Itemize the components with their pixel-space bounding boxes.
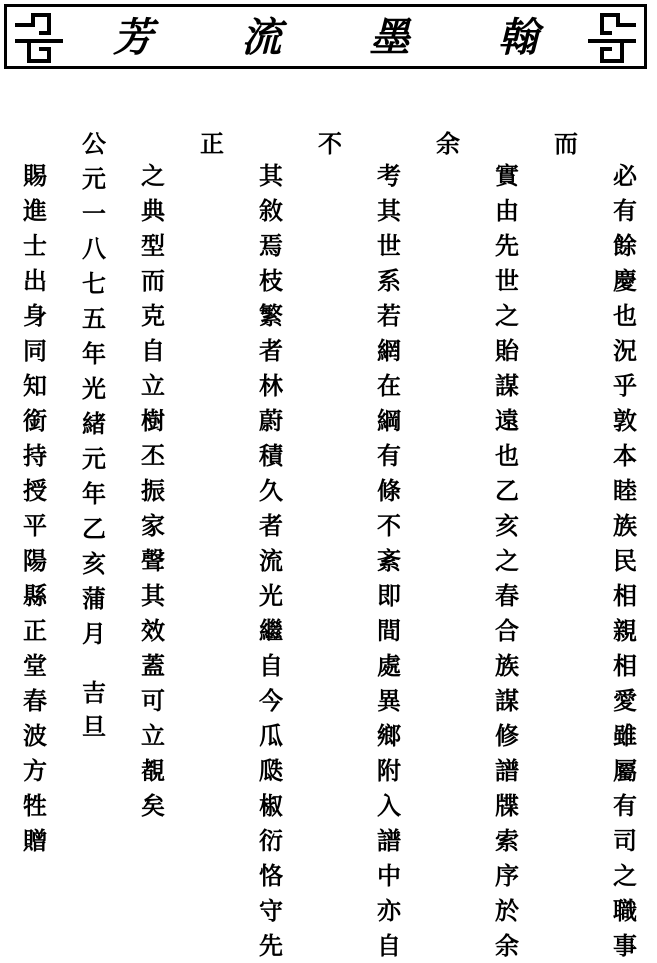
title-char: 芳 — [113, 15, 153, 61]
text-column — [258, 158, 284, 963]
column-char: 間 — [377, 616, 401, 645]
column-char: 椒 — [259, 791, 283, 820]
column-char: 七 — [82, 269, 106, 298]
column-char: 不 — [377, 511, 401, 540]
column-char: 系 — [377, 266, 401, 295]
column-char: 繼 — [259, 616, 283, 645]
column-char: 效 — [141, 616, 165, 645]
column-char: 亦 — [377, 896, 401, 925]
column-char: 而 — [141, 266, 165, 295]
column-char: 恪 — [259, 861, 283, 890]
column-char: 入 — [377, 791, 401, 820]
column-char: 蔚 — [259, 406, 283, 435]
column-char: 貽 — [495, 336, 519, 365]
column-char: 今 — [259, 686, 283, 715]
column-char: 光 — [259, 581, 283, 610]
column-char: 紊 — [377, 546, 401, 575]
column-char: 繁 — [259, 301, 283, 330]
column-char: 春 — [495, 581, 519, 610]
column-char: 條 — [377, 476, 401, 505]
column-char: 同 — [23, 336, 47, 365]
column-char: 序 — [495, 861, 519, 890]
column-char: 睦 — [613, 476, 637, 505]
column-char: 守 — [259, 896, 283, 925]
column-char: 屬 — [613, 756, 637, 785]
column-char: 敦 — [613, 406, 637, 435]
column-char: 公 — [82, 129, 106, 158]
column-char: 相 — [613, 581, 637, 610]
column-char: 覩 — [141, 756, 165, 785]
column-char: 若 — [377, 301, 401, 330]
column-char: 瓞 — [259, 756, 283, 785]
column-char: 自 — [259, 651, 283, 680]
column-char: 者 — [259, 336, 283, 365]
column-char: 乙 — [82, 514, 106, 543]
column-char: 索 — [495, 826, 519, 855]
column-char: 於 — [495, 896, 519, 925]
column-char: 者 — [259, 511, 283, 540]
column-char: 遠 — [495, 406, 519, 435]
column-char: 衍 — [259, 826, 283, 855]
head-char: 正 — [200, 129, 224, 158]
column-char: 愛 — [613, 686, 637, 715]
title-char: 流 — [241, 15, 282, 61]
column-char: 春 — [23, 686, 47, 715]
column-char: 必 — [613, 161, 637, 190]
column-char: 年 — [82, 339, 106, 368]
column-char: 有 — [613, 196, 637, 225]
column-char: 矣 — [141, 791, 165, 820]
column-char: 身 — [23, 301, 47, 330]
text-column — [376, 158, 402, 963]
title-banner — [4, 4, 647, 69]
column-char: 年 — [82, 479, 106, 508]
column-char: 中 — [377, 861, 401, 890]
column-char: 陽 — [23, 546, 47, 575]
column-char: 銜 — [23, 406, 47, 435]
column-char: 波 — [23, 721, 47, 750]
column-char: 緒 — [82, 409, 106, 438]
column-char: 謀 — [495, 371, 519, 400]
column-char: 其 — [377, 196, 401, 225]
column-char: 謀 — [495, 686, 519, 715]
column-char: 一 — [82, 199, 106, 228]
title — [93, 13, 558, 63]
column-char: 雖 — [613, 721, 637, 750]
column-char: 元 — [82, 164, 106, 193]
column-char: 知 — [23, 371, 47, 400]
column-char: 異 — [377, 686, 401, 715]
column-char: 鄉 — [377, 721, 401, 750]
head-char: 而 — [554, 129, 578, 158]
column-char: 綱 — [377, 406, 401, 435]
column-char: 丕 — [141, 441, 165, 470]
column-char: 敘 — [259, 196, 283, 225]
column-char: 之 — [613, 861, 637, 890]
column-char: 元 — [82, 444, 106, 473]
column-char: 蒲 — [82, 584, 106, 613]
column-char: 瓜 — [259, 721, 283, 750]
column-char: 縣 — [23, 581, 47, 610]
column-char: 合 — [495, 616, 519, 645]
column-char: 積 — [259, 441, 283, 470]
column-char: 世 — [377, 231, 401, 260]
column-char: 本 — [613, 441, 637, 470]
title-char: 翰 — [497, 15, 538, 61]
column-char: 族 — [495, 651, 519, 680]
column-char: 正 — [23, 616, 47, 645]
text-column — [22, 158, 48, 858]
column-char: 士 — [23, 231, 47, 260]
column-char: 司 — [613, 826, 637, 855]
head-char: 不 — [318, 129, 342, 158]
column-char: 處 — [377, 651, 401, 680]
column-char: 其 — [259, 161, 283, 190]
column-char: 由 — [495, 196, 519, 225]
column-char: 民 — [613, 546, 637, 575]
title-char: 墨 — [369, 15, 410, 61]
column-char: 之 — [495, 546, 519, 575]
column-char: 之 — [141, 161, 165, 190]
column-char: 譜 — [377, 826, 401, 855]
column-char: 型 — [141, 231, 165, 260]
column-char: 也 — [613, 301, 637, 330]
column-char: 可 — [141, 686, 165, 715]
column-char: 也 — [495, 441, 519, 470]
column-char: 余 — [495, 931, 519, 960]
column-char: 世 — [495, 266, 519, 295]
column-char: 平 — [23, 511, 47, 540]
column-char: 進 — [23, 196, 47, 225]
column-char: 先 — [495, 231, 519, 260]
column-char: 久 — [259, 476, 283, 505]
column-char: 授 — [23, 476, 47, 505]
column-char: 立 — [141, 371, 165, 400]
column-char: 修 — [495, 721, 519, 750]
column-char: 八 — [82, 234, 106, 263]
column-char: 牲 — [23, 791, 47, 820]
date-suffix-char: 吉 — [82, 678, 106, 707]
column-char: 況 — [613, 336, 637, 365]
text-column — [612, 158, 638, 963]
column-char: 樹 — [141, 406, 165, 435]
column-char: 立 — [141, 721, 165, 750]
column-char: 即 — [377, 581, 401, 610]
column-char: 考 — [377, 161, 401, 190]
column-char: 堂 — [23, 651, 47, 680]
column-char: 在 — [377, 371, 401, 400]
column-char: 月 — [82, 619, 106, 648]
column-char: 其 — [141, 581, 165, 610]
column-char: 事 — [613, 931, 637, 960]
column-char: 實 — [495, 161, 519, 190]
column-char: 網 — [377, 336, 401, 365]
column-char: 先 — [259, 931, 283, 960]
column-char: 有 — [613, 791, 637, 820]
column-char: 蓋 — [141, 651, 165, 680]
column-char: 自 — [141, 336, 165, 365]
column-char: 贈 — [23, 826, 47, 855]
column-char: 林 — [259, 371, 283, 400]
column-char: 譜 — [495, 756, 519, 785]
column-char: 職 — [613, 896, 637, 925]
column-char: 賜 — [23, 161, 47, 190]
column-char: 族 — [613, 511, 637, 540]
column-char: 附 — [377, 756, 401, 785]
column-char: 方 — [23, 756, 47, 785]
fret-corner-ornament-left — [13, 13, 65, 63]
date-suffix — [81, 676, 107, 744]
text-column — [494, 158, 520, 963]
column-char: 乎 — [613, 371, 637, 400]
column-char: 枝 — [259, 266, 283, 295]
text-column — [81, 126, 107, 651]
column-char: 亥 — [82, 549, 106, 578]
column-char: 自 — [377, 931, 401, 960]
column-char: 家 — [141, 511, 165, 540]
column-char: 牒 — [495, 791, 519, 820]
column-char: 相 — [613, 651, 637, 680]
column-char: 乙 — [495, 476, 519, 505]
column-char: 有 — [377, 441, 401, 470]
column-char: 典 — [141, 196, 165, 225]
column-char: 五 — [82, 304, 106, 333]
column-char: 親 — [613, 616, 637, 645]
column-char: 持 — [23, 441, 47, 470]
column-char: 流 — [259, 546, 283, 575]
column-char: 焉 — [259, 231, 283, 260]
column-char: 聲 — [141, 546, 165, 575]
column-char: 出 — [23, 266, 47, 295]
head-char: 余 — [436, 129, 460, 158]
column-char: 振 — [141, 476, 165, 505]
column-char: 慶 — [613, 266, 637, 295]
column-char: 克 — [141, 301, 165, 330]
column-char: 餘 — [613, 231, 637, 260]
column-char: 之 — [495, 301, 519, 330]
column-char: 亥 — [495, 511, 519, 540]
date-suffix-char: 旦 — [82, 712, 106, 741]
fret-corner-ornament-right — [586, 13, 638, 63]
text-column — [140, 158, 166, 823]
column-char: 光 — [82, 374, 106, 403]
